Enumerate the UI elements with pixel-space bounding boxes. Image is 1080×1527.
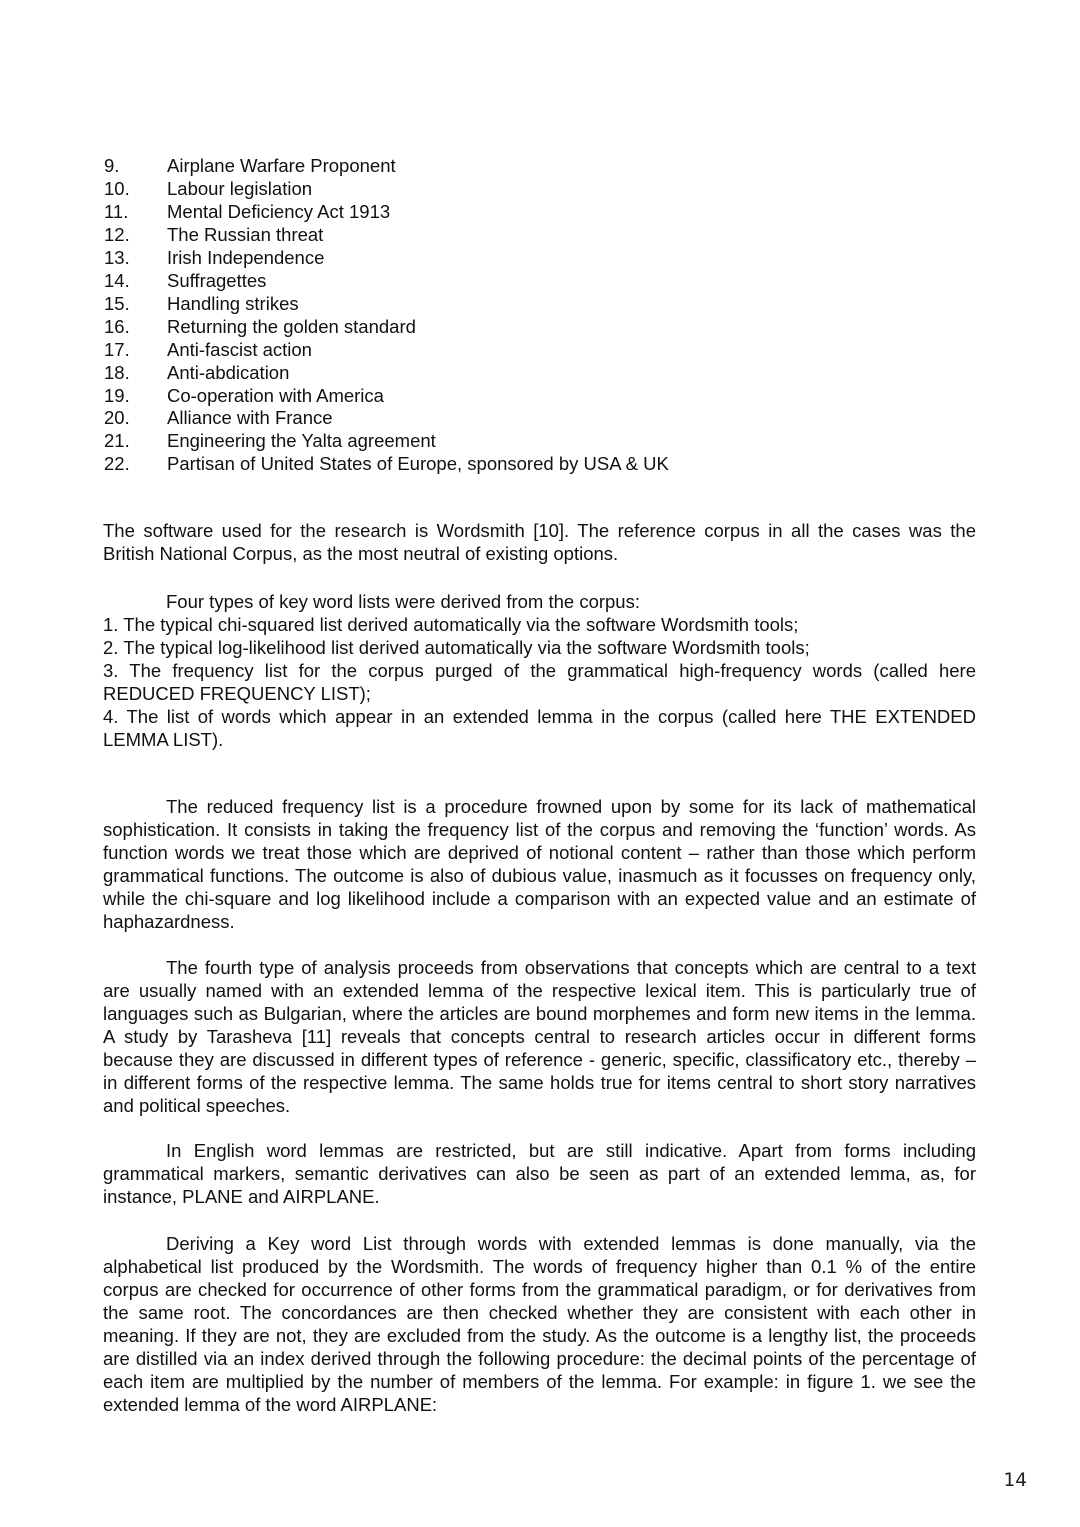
list-item [104,201,984,224]
list-item-text: Airplane Warfare Proponent [167,155,396,176]
list-item-text: Irish Independence [167,246,325,268]
list-item [104,224,984,247]
list-item [104,155,984,178]
fourth-type-paragraph: The fourth type of analysis proceeds from observations that concepts which are central to a text are usually named with an extended lemma of the respective lexical item. This is particularly true of languages such as Bulgarian, where the articles are bound morphemes and form new items in the lemma. A study by Tarasheva [11] reveals that concepts central to research articles occur in different forms because they are discussed in different types of reference - generic, specific, classificatory etc., thereby – in different forms of the respective lemma. The same holds true for items central to short story narratives and political speeches. [103,957,976,1116]
list-item-number: 18. [104,361,130,383]
list-item-number: 20. [104,407,130,429]
keyword-list-item: 3. The frequency list for the corpus purged of the grammatical high-frequency words (called here REDUCED FREQUENCY LIST); [103,659,976,704]
list-item-text: The Russian threat [167,223,324,245]
list-item-text: Returning the golden standard [167,315,416,337]
list-item-number: 12. [104,223,130,245]
list-item-number: 15. [104,292,130,314]
keyword-list-item: 4. The list of words which appear in an extended lemma in the corpus (called here THE EXTENDED LEMMA LIST). [103,705,976,750]
list-item [104,407,984,430]
list-item [104,339,984,362]
list-item-number: 9. [104,155,120,176]
list-item-text: Co-operation with America [167,384,384,406]
list-item-number: 13. [104,246,130,268]
list-item-text: Handling strikes [167,292,299,314]
software-paragraph: The software used for the research is Wordsmith [10]. The reference corpus in all the cases was the British National Corpus, as the most neutral of existing options. [103,520,976,564]
list-item-number: 10. [104,177,130,199]
list-item-text: Anti-fascist action [167,338,312,360]
deriving-paragraph: Deriving a Key word List through words with extended lemmas is done manually, via the alphabetical list produced by the Wordsmith. The words of frequency higher than 0.1 % of the entire corpus are checked for occurrence of other forms from the grammatical paradigm, or for derivatives from the same root. The concordances are then checked whether they are consistent with each other in meaning. If they are not, they are excluded from the study. As the outcome is a lengthy list, the proceeds are distilled via an index derived through the following procedure: the decimal points of the percentage of each item are multiplied by the number of members of the lemma. For example: in figure 1. we see the extended lemma of the word AIRPLANE: [103,1233,976,1415]
list-item-text: Alliance with France [167,407,333,429]
keyword-lists-block [103,591,976,752]
list-item [104,430,984,453]
list-item-text: Suffragettes [167,269,267,291]
list-item-text: Labour legislation [167,177,313,199]
english-lemmas-paragraph: In English word lemmas are restricted, but are still indicative. Apart from forms including grammatical markers, semantic derivatives can also be seen as part of an extended lemma, as, for instance, PLANE and AIRPLANE. [103,1140,976,1207]
list-item-text: Mental Deficiency Act 1913 [167,200,391,222]
page-number: 14 [1003,1470,1027,1491]
list-item [104,362,984,385]
list-item-number: 16. [104,315,130,337]
list-item [104,316,984,339]
keyword-list-item: 2. The typical log-likelihood list derived automatically via the software Wordsmith tools; [103,636,810,658]
list-item-number: 19. [104,384,130,406]
keyword-list-item: 1. The typical chi-squared list derived automatically via the software Wordsmith tools; [103,613,799,635]
list-item-number: 21. [104,430,130,452]
list-item-number: 17. [104,338,130,360]
list-item-number: 11. [104,200,129,222]
list-item [104,453,984,476]
list-item-number: 22. [104,453,130,475]
list-item-text: Anti-abdication [167,361,290,383]
list-item [104,293,984,316]
list-item-text: Engineering the Yalta agreement [167,430,436,452]
list-item [104,247,984,270]
keyword-lists-intro: Four types of key word lists were derived from the corpus: [166,591,640,612]
list-item-number: 14. [104,269,130,291]
numbered-list [104,155,984,476]
list-item [104,270,984,293]
list-item-text: Partisan of United States of Europe, sponsored by USA & UK [167,453,669,475]
list-item [104,385,984,408]
list-item [104,178,984,201]
reduced-frequency-paragraph: The reduced frequency list is a procedure frowned upon by some for its lack of mathematical sophistication. It consists in taking the frequency list of the corpus and removing the ‘function’ words. As function words we treat those which are deprived of notional content – rather than those which perform grammatical functions. The outcome is also of dubious value, inasmuch as it focusses on frequency only, while the chi-square and log likelihood include a comparison with an expected value and an estimate of haphazardness. [103,796,976,932]
